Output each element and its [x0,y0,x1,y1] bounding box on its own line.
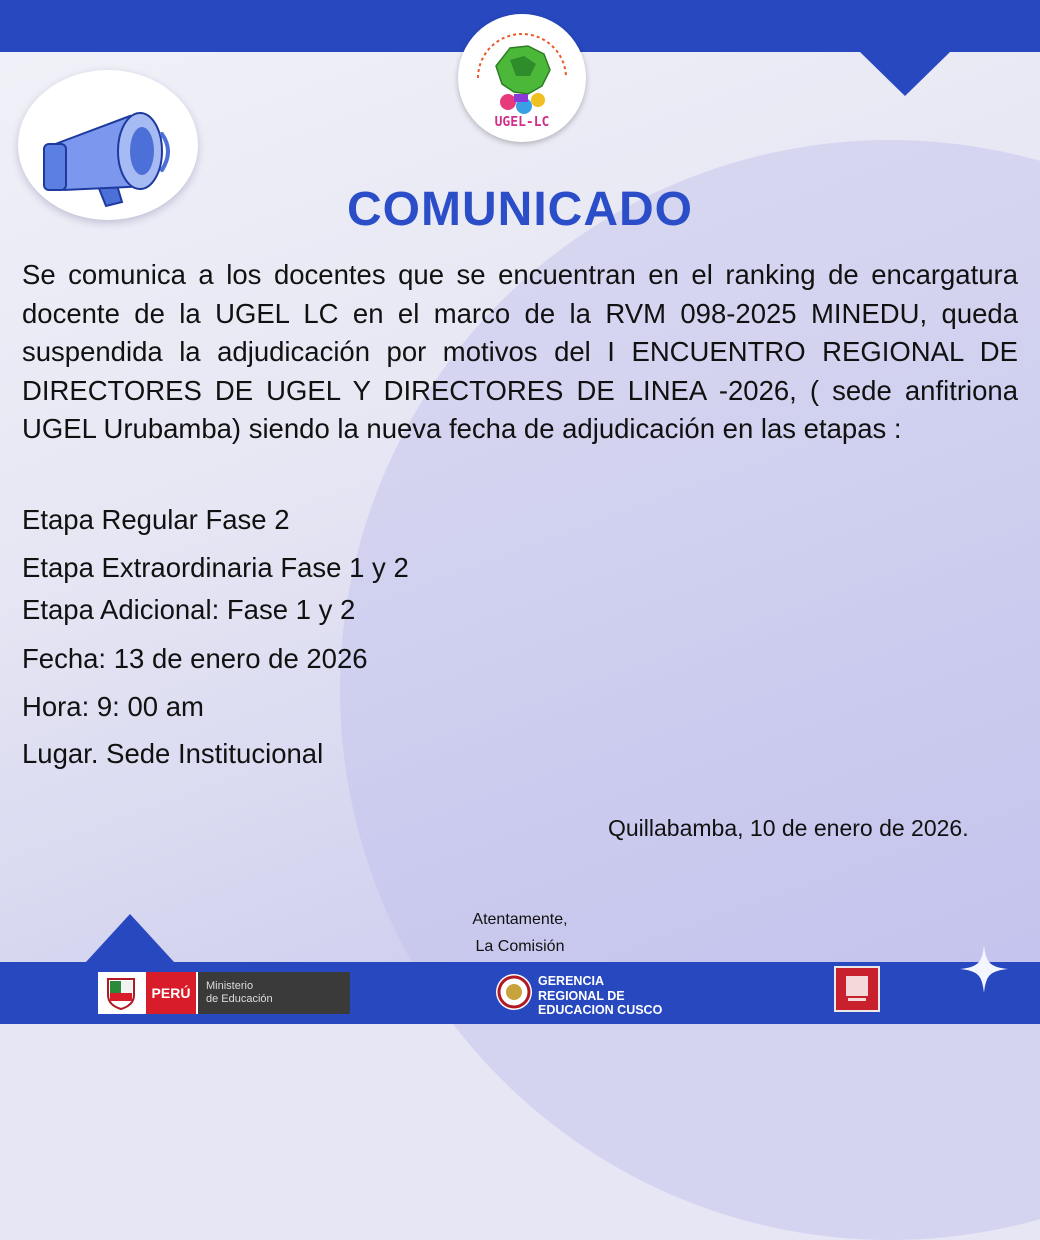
sparkle-icon [958,943,1010,995]
detail-line-fecha: Fecha: 13 de enero de 2026 [22,643,368,674]
detail-line-lugar: Lugar. Sede Institucional [22,738,324,769]
ugel-logo-text: UGEL-LC [494,115,550,130]
page-title: COMUNICADO [347,183,693,236]
ugel-logo [458,14,586,142]
ministry-label [198,972,350,1014]
bottom-banner-triangle [86,914,174,962]
closing-greeting: Atentamente, [472,911,568,928]
gerencia-line-1: GERENCIA [538,974,604,988]
closing [430,906,610,960]
minedu-logo [98,972,350,1014]
institution-logo-icon [836,968,878,1010]
ministry-line-2: de Educación [206,993,273,1005]
gerencia-line-3: EDUCACION CUSCO [538,1003,663,1017]
institution-logo [834,966,880,1012]
gerencia-label [538,974,662,1018]
place-date: Quillabamba, 10 de enero de 2026. [608,815,969,841]
closing-signer: La Comisión [475,938,565,955]
gerencia-line-2: REGIONAL DE [538,988,625,1003]
detail-line-etapa-regular: Etapa Regular Fase 2 [22,504,290,535]
announcement-paragraph: Se comunica a los docentes que se encuentran en el ranking de encargatura docente de la UGEL LC en el marco de la RVM 098-2025 MINEDU, queda suspendida la adjudicación por motivos del I ENCUENTRO REGIONAL DE DIRECTORES DE UGEL Y DIRECTORES DE LINEA -2026, ( sede anfitriona UGEL Urubamba) siendo la nueva fecha de adjudicación en las etapas : [22,259,1018,444]
detail-line-etapa-extraordinaria: Etapa Extraordinaria Fase 1 y 2 [22,552,409,583]
gerencia-emblem-icon [496,974,532,1010]
detail-line-etapa-adicional: Etapa Adicional: Fase 1 y 2 [22,594,356,625]
ministry-line-1: Ministerio [206,980,254,992]
detail-line-hora: Hora: 9: 00 am [22,691,204,722]
peru-shield-icon [100,975,142,1011]
top-banner-notch [860,52,950,96]
peru-label: PERÚ [146,972,196,1014]
